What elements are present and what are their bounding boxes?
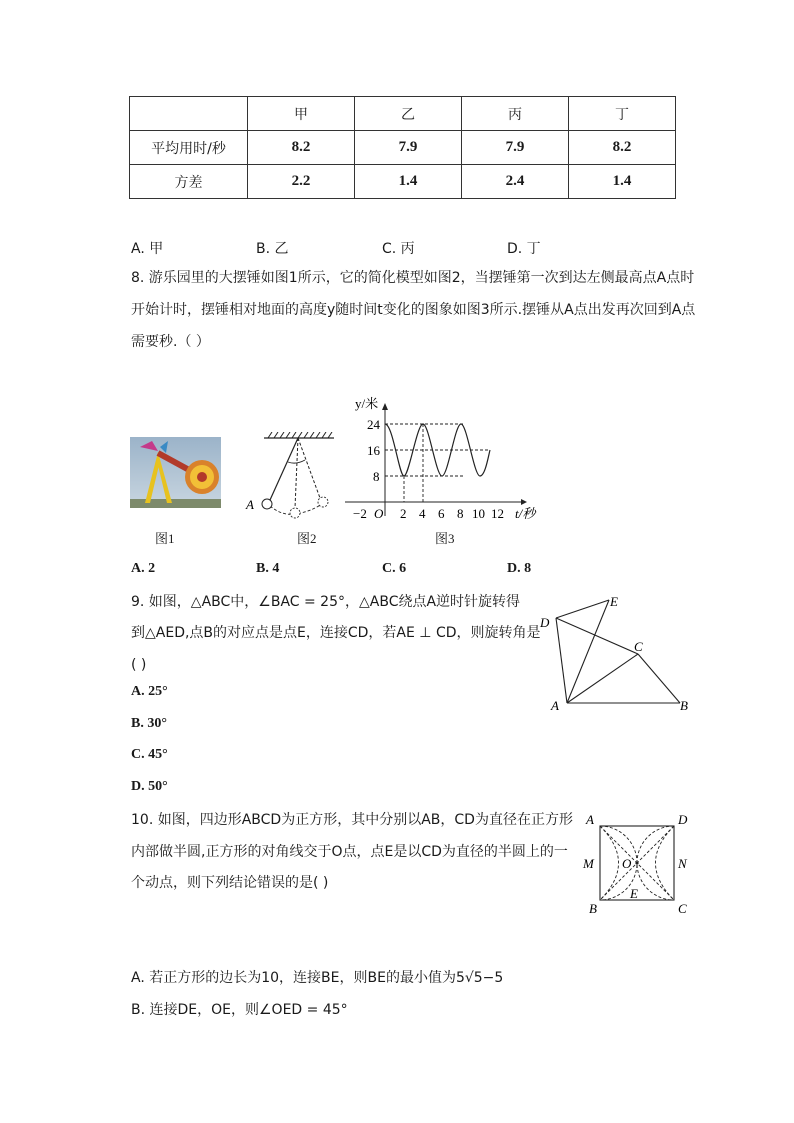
table-cell: 7.9 — [462, 131, 569, 165]
graph-origin-label: O — [374, 506, 384, 521]
fig10-label-d: D — [678, 812, 688, 827]
q10-option-a[interactable]: A. 若正方形的边长为10，连接BE，则BE的最小值为5√5−5 — [131, 970, 504, 986]
table-header-cell: 丙 — [462, 97, 569, 131]
square-semicircle-figure — [580, 810, 695, 922]
fig10-label-b: B — [589, 901, 597, 916]
q10-text-line2: 内部做半圆,正方形的对角线交于O点，点E是以CD为直径的半圆上的一 — [131, 844, 568, 860]
table-cell: 2.4 — [462, 165, 569, 199]
fig10-label-a: A — [586, 812, 594, 827]
q9-text-line3: ( ) — [131, 657, 147, 673]
fig10-label-m: M — [583, 856, 594, 871]
q8-option-a[interactable]: A. 2 — [131, 561, 156, 576]
fig2-label-a: A — [246, 497, 254, 512]
q9-text-line1: 9. 如图，△ABC中，∠BAC = 25°，△ABC绕点A逆时针旋转得 — [131, 594, 521, 610]
q8-option-c[interactable]: C. 6 — [382, 561, 407, 576]
table-header-cell: 乙 — [355, 97, 462, 131]
q9-text-line2: 到△AED,点B的对应点是点E，连接CD，若AE ⊥ CD，则旋转角是 — [131, 625, 541, 641]
q7-option-a[interactable]: A. 甲 — [131, 241, 164, 257]
q9-option-a[interactable]: A. 25° — [131, 684, 168, 699]
graph-x-label: t/秒 — [515, 506, 536, 521]
q7-option-d[interactable]: D. 丁 — [507, 241, 541, 257]
fig10-label-c: C — [678, 901, 687, 916]
fig1-caption: 图1 — [155, 531, 175, 546]
table-cell: 1.4 — [569, 165, 676, 199]
table-row — [130, 165, 676, 199]
row-label: 平均用时/秒 — [130, 131, 248, 165]
fig9-label-b: B — [680, 698, 688, 713]
fig10-label-e: E — [630, 886, 638, 901]
y-tick-label: 8 — [373, 469, 380, 484]
ride-photo — [130, 437, 221, 508]
height-time-graph — [345, 394, 545, 524]
table-cell: 7.9 — [355, 131, 462, 165]
table-row — [130, 131, 676, 165]
fig10-label-o: O — [622, 856, 632, 871]
q9-option-b[interactable]: B. 30° — [131, 716, 167, 731]
x-tick-label: 8 — [457, 506, 464, 521]
q8-text-line1: 8. 游乐园里的大摆锤如图1所示，它的简化模型如图2，当摆锤第一次到达左侧最高点A点时 — [131, 270, 695, 286]
table-cell: 8.2 — [248, 131, 355, 165]
q8-option-b[interactable]: B. 4 — [256, 561, 280, 576]
q7-option-b[interactable]: B. 乙 — [256, 241, 289, 257]
fig3-caption: 图3 — [435, 531, 455, 546]
x-tick-label: 6 — [438, 506, 445, 521]
x-tick-label: 10 — [472, 506, 485, 521]
fig9-label-d: D — [540, 615, 550, 630]
q9-option-d[interactable]: D. 50° — [131, 779, 168, 794]
q10-option-b[interactable]: B. 连接DE，OE，则∠OED = 45° — [131, 1002, 348, 1018]
table-header-row — [130, 97, 676, 131]
table-cell: 2.2 — [248, 165, 355, 199]
q8-text-line3: 需要秒.（ ） — [131, 334, 210, 350]
row-label: 方差 — [130, 165, 248, 199]
x-tick-label: −2 — [353, 506, 367, 521]
pendulum-diagram — [240, 432, 340, 522]
fig9-label-a: A — [551, 698, 559, 713]
table-cell: 1.4 — [355, 165, 462, 199]
q9-option-c[interactable]: C. 45° — [131, 747, 168, 762]
y-tick-label: 16 — [367, 443, 380, 458]
table-header-cell: 甲 — [248, 97, 355, 131]
x-tick-label: 4 — [419, 506, 426, 521]
table-header-cell — [130, 97, 248, 131]
table-header-cell: 丁 — [569, 97, 676, 131]
fig9-label-c: C — [634, 639, 643, 654]
triangle-rotation-figure — [535, 590, 695, 715]
y-tick-label: 24 — [367, 417, 380, 432]
q10-text-line3: 个动点，则下列结论错误的是( ) — [131, 875, 329, 891]
table-cell: 8.2 — [569, 131, 676, 165]
q10-text-line1: 10. 如图，四边形ABCD为正方形，其中分别以AB，CD为直径在正方形 — [131, 812, 573, 828]
x-tick-label: 12 — [491, 506, 504, 521]
q7-option-c[interactable]: C. 丙 — [382, 241, 415, 257]
fig10-label-n: N — [678, 856, 687, 871]
variance-table — [129, 96, 676, 199]
q8-text-line2: 开始计时，摆锤相对地面的高度y随时间t变化的图象如图3所示.摆锤从A点出发再次回到A点 — [131, 302, 696, 318]
graph-y-label: y/米 — [355, 396, 379, 411]
fig2-caption: 图2 — [297, 531, 317, 546]
fig9-label-e: E — [610, 594, 618, 609]
q8-option-d[interactable]: D. 8 — [507, 561, 532, 576]
x-tick-label: 2 — [400, 506, 407, 521]
